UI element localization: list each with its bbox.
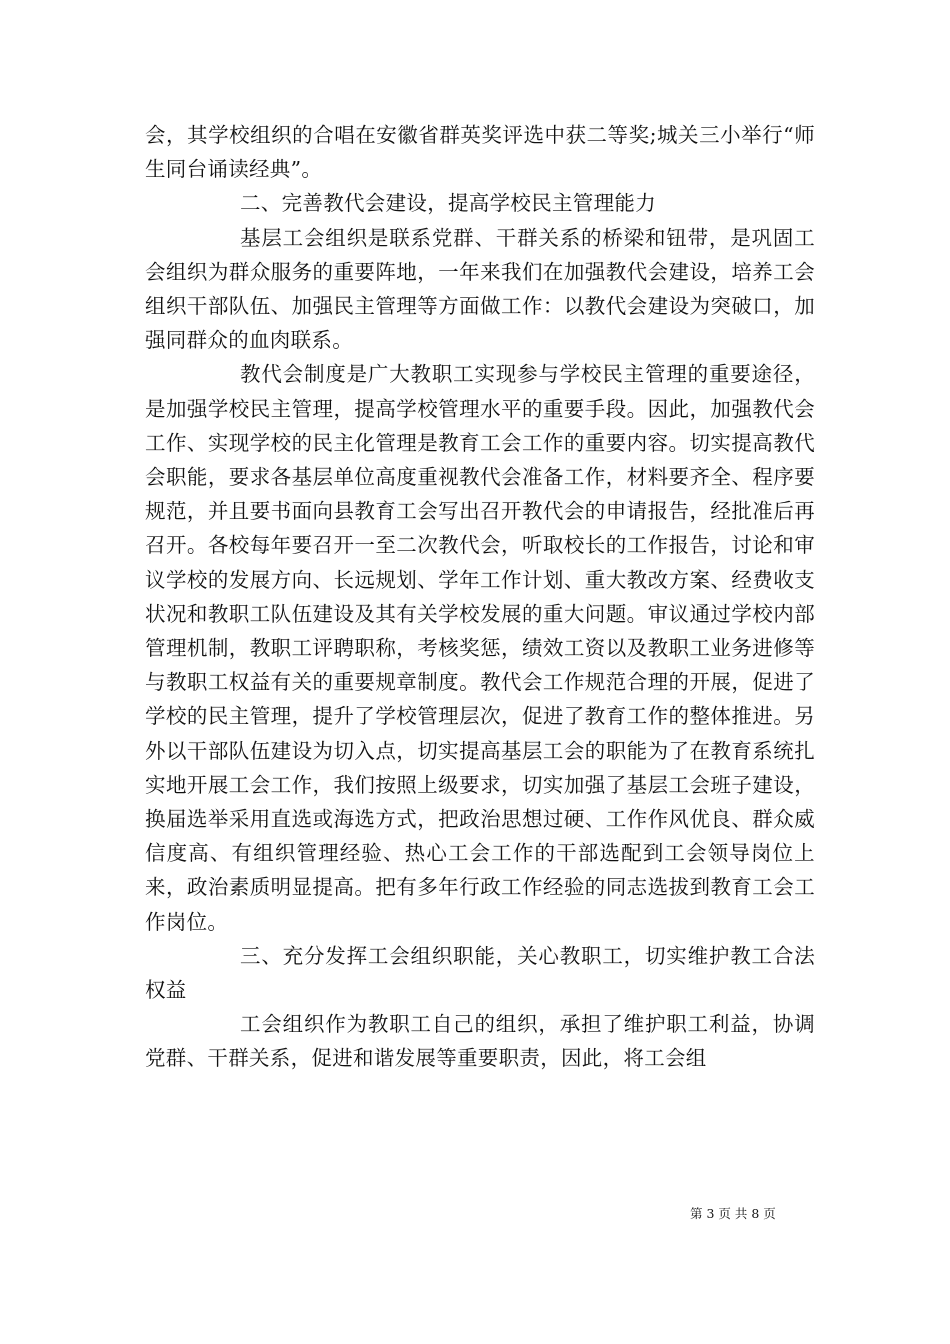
paragraph-continuation: 会，其学校组织的合唱在安徽省群英奖评选中获二等奖;城关三小举行“师生同台诵读经典”。 <box>145 123 815 182</box>
section-heading-3: 三、充分发挥工会组织职能，关心教职工，切实维护教工合法权益 <box>145 943 815 1003</box>
paragraph: 工会组织作为教职工自己的组织，承担了维护职工利益，协调党群、干群关系，促进和谐发展等重要职责，因此，将工会组 <box>145 1012 815 1071</box>
paragraph: 教代会制度是广大教职工实现参与学校民主管理的重要途径，是加强学校民主管理，提高学校管理水平的重要手段。因此，加强教代会工作、实现学校的民主化管理是教育工会工作的重要内容。切实提高教代会职能，要求各基层单位高度重视教代会准备工作，材料要齐全、程序要规范，并且要书面向县教育工会写出召开教代会的申请报告，经批准后再召开。各校每年要召开一至二次教代会，听取校长的工作报告，讨论和审议学校的发展方向、长远规划、学年工作计划、重大教改方案、经费收支状况和教职工队伍建设及其有关学校发展的重大问题。审议通过学校内部管理机制，教职工评聘职称，考核奖惩，绩效工资以及教职工业务进修等与教职工权益有关的重要规章制度。教代会工作规范合理的开展，促进了学校的民主管理，提升了学校管理层次，促进了教育工作的整体推进。另外以干部队伍建设为切入点，切实提高基层工会的职能为了在教育系统扎实地开展工会工作，我们按照上级要求，切实加强了基层工会班子建设，换届选举采用直选或海选方式，把政治思想过硬、工作作风优良、群众威信度高、有组织管理经验、热心工会工作的干部选配到工会领导岗位上来，政治素质明显提高。把有多年行政工作经验的同志选拔到教育工会工作岗位。 <box>145 362 815 934</box>
paragraph: 基层工会组织是联系党群、干群关系的桥梁和钮带，是巩固工会组织为群众服务的重要阵地，一年来我们在加强教代会建设，培养工会组织干部队伍、加强民主管理等方面做工作：以教代会建设为突破口，加强同群众的血肉联系。 <box>145 225 815 353</box>
page-number-footer: 第 3 页 共 8 页 <box>690 1206 776 1221</box>
document-body <box>145 118 815 1076</box>
section-heading-2: 二、完善教代会建设，提高学校民主管理能力 <box>240 191 656 216</box>
